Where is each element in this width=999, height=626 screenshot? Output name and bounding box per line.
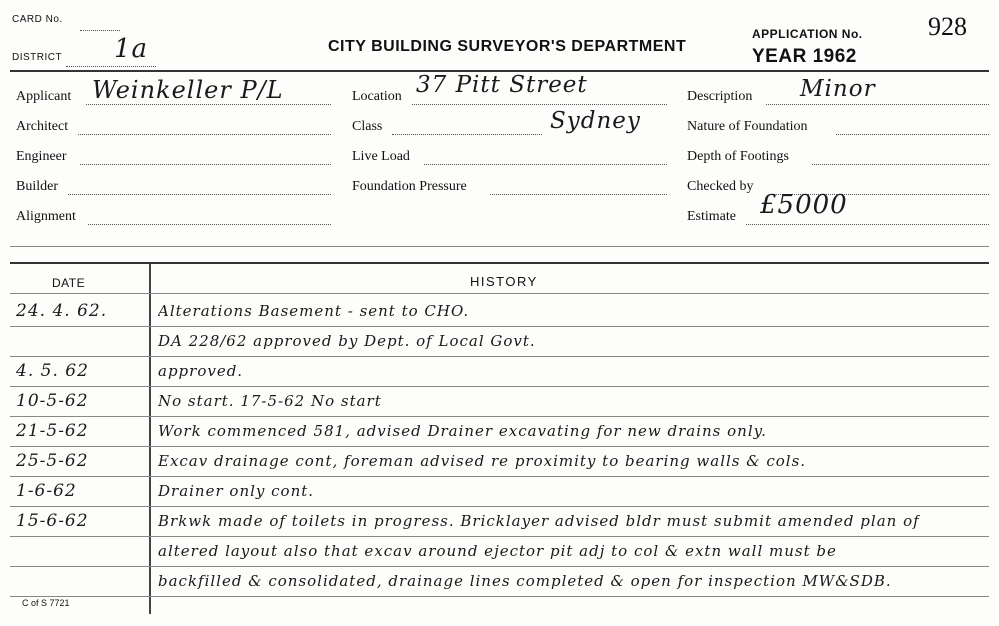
history-header-rule xyxy=(10,293,989,294)
section-rule-1 xyxy=(10,246,989,247)
district-line xyxy=(66,66,156,67)
depth-label: Depth of Footings xyxy=(687,149,789,164)
class-line xyxy=(392,134,542,135)
engineer-label: Engineer xyxy=(16,149,67,164)
history-row xyxy=(0,477,999,507)
history-row xyxy=(0,297,999,327)
history-row xyxy=(0,537,999,567)
history-date: 24. 4. 62. xyxy=(16,301,108,321)
engineer-line xyxy=(80,164,331,165)
district-value: 1a xyxy=(114,34,149,64)
depth-line xyxy=(812,164,989,165)
history-row xyxy=(0,387,999,417)
history-entry: Excav drainage cont, foreman advised re proximity to bearing walls & cols. xyxy=(158,452,807,470)
estimate-label: Estimate xyxy=(687,209,736,224)
history-entry: altered layout also that excav around ejector pit adj to col & extn wall must be xyxy=(158,542,837,560)
applicant-label: Applicant xyxy=(16,89,72,104)
class-label: Class xyxy=(352,119,383,134)
history-entry: backfilled & consolidated, drainage lines completed & open for inspection MW&SDB. xyxy=(158,572,892,590)
history-row xyxy=(0,417,999,447)
location-line xyxy=(412,104,667,105)
location-value-2: Sydney xyxy=(550,108,641,134)
alignment-label: Alignment xyxy=(16,209,76,224)
history-row xyxy=(0,327,999,357)
architect-line xyxy=(78,134,331,135)
foundation-pressure-label: Foundation Pressure xyxy=(352,179,467,194)
history-entry: Brkwk made of toilets in progress. Bricklayer advised bldr must submit amended plan of xyxy=(158,512,920,530)
application-number: 928 xyxy=(928,12,967,41)
nature-line xyxy=(836,134,989,135)
history-row-rule xyxy=(10,596,989,597)
history-date: 4. 5. 62 xyxy=(16,361,89,381)
card-no-label: CARD No. xyxy=(12,14,63,25)
nature-label: Nature of Foundation xyxy=(687,119,808,134)
location-label: Location xyxy=(352,89,402,104)
description-line xyxy=(766,104,989,105)
history-date: 10-5-62 xyxy=(16,391,89,411)
applicant-value: Weinkeller P/L xyxy=(92,76,284,104)
description-label: Description xyxy=(687,89,753,104)
history-row xyxy=(0,447,999,477)
estimate-line xyxy=(746,224,989,225)
history-entry: Work commenced 581, advised Drainer excavating for new drains only. xyxy=(158,422,767,440)
estimate-value: £5000 xyxy=(760,190,848,220)
history-row xyxy=(0,357,999,387)
history-date: 1-6-62 xyxy=(16,481,77,501)
district-label: DISTRICT xyxy=(12,52,63,63)
history-date: 21-5-62 xyxy=(16,421,89,441)
builder-label: Builder xyxy=(16,179,58,194)
history-entry: approved. xyxy=(158,362,244,380)
history-entry: DA 228/62 approved by Dept. of Local Govt. xyxy=(158,332,536,350)
alignment-line xyxy=(88,224,331,225)
history-date: 15-6-62 xyxy=(16,511,89,531)
history-row xyxy=(0,567,999,597)
department-title: CITY BUILDING SURVEYOR'S DEPARTMENT xyxy=(328,38,687,55)
year-label: YEAR 1962 xyxy=(752,46,857,67)
description-value: Minor xyxy=(800,76,876,102)
history-entry: No start. 17-5-62 No start xyxy=(158,392,382,410)
architect-label: Architect xyxy=(16,119,69,134)
live-load-line xyxy=(424,164,667,165)
live-load-label: Live Load xyxy=(352,149,410,164)
location-value: 37 Pitt Street xyxy=(416,72,588,98)
section-rule-2 xyxy=(10,262,989,264)
date-column-header: DATE xyxy=(52,276,86,290)
history-column-header: HISTORY xyxy=(470,274,538,289)
form-number: C of S 7721 xyxy=(22,598,70,608)
foundation-pressure-line xyxy=(490,194,667,195)
history-entry: Drainer only cont. xyxy=(158,482,315,500)
application-label: APPLICATION No. xyxy=(752,27,863,41)
builder-line xyxy=(68,194,331,195)
history-row xyxy=(0,507,999,537)
history-entry: Alterations Basement - sent to CHO. xyxy=(158,302,470,320)
card-no-line xyxy=(80,30,120,31)
applicant-line xyxy=(86,104,331,105)
checked-label: Checked by xyxy=(687,179,754,194)
history-date: 25-5-62 xyxy=(16,451,89,471)
